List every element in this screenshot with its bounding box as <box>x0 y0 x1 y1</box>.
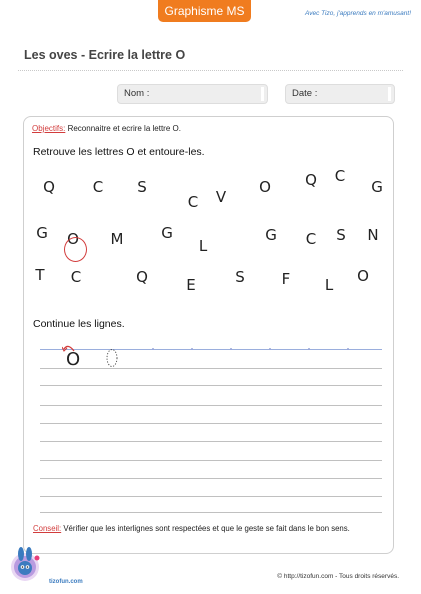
letter-item[interactable]: G <box>161 224 173 242</box>
letter-item[interactable]: G <box>36 224 48 242</box>
model-letter: O <box>66 349 81 370</box>
header-tab: Graphisme MS <box>158 0 251 22</box>
letter-item[interactable]: C <box>187 193 199 211</box>
tagline: Avec Tizo, j'apprends en m'amusant! <box>305 10 411 17</box>
guide-dot <box>269 348 271 350</box>
name-label: Nom : <box>124 88 150 99</box>
guide-dot <box>308 348 310 350</box>
objectives-text: Reconnaitre et ecrire la lettre O. <box>67 124 181 133</box>
letter-item[interactable]: G <box>371 178 383 196</box>
name-field[interactable] <box>117 84 268 104</box>
letter-item[interactable]: C <box>70 268 82 286</box>
letter-item[interactable]: V <box>215 188 227 206</box>
ruled-line <box>40 478 382 479</box>
date-field[interactable] <box>285 84 395 104</box>
ruled-line <box>40 496 382 497</box>
answer-circle <box>64 237 87 262</box>
letter-item[interactable]: L <box>324 276 334 294</box>
ruled-line <box>40 368 382 369</box>
letter-item[interactable]: C <box>334 167 346 185</box>
advice-label: Conseil: <box>33 524 62 533</box>
ruled-line <box>40 460 382 461</box>
guide-dot <box>230 348 232 350</box>
ruled-line <box>40 512 382 513</box>
letter-item[interactable]: S <box>336 226 346 244</box>
ruled-line <box>40 441 382 442</box>
letter-item[interactable]: O <box>67 230 79 248</box>
dotted-letter <box>105 347 119 369</box>
instruction-lines: Continue les lignes. <box>33 318 125 330</box>
page-title: Les oves - Ecrire la lettre O <box>24 48 186 62</box>
letter-item[interactable]: E <box>186 276 196 294</box>
objectives <box>32 124 181 133</box>
letter-item[interactable]: O <box>357 267 369 285</box>
letter-item[interactable]: G <box>265 226 277 244</box>
letter-item[interactable]: S <box>235 268 245 286</box>
advice-text: Vérifier que les interlignes sont respectées et que le geste se fait dans le bon sens. <box>63 524 350 533</box>
letter-item[interactable]: T <box>35 266 45 284</box>
separator <box>18 70 403 71</box>
objectives-label: Objectifs: <box>32 124 66 133</box>
brand-name: tizofun.com <box>49 579 83 585</box>
letter-item[interactable]: C <box>92 178 104 196</box>
copyright: © http://tizofun.com - Tous droits réservés. <box>277 573 399 580</box>
letter-item[interactable]: O <box>259 178 271 196</box>
start-arrow-icon <box>62 343 76 353</box>
ruled-line <box>40 349 382 350</box>
advice <box>33 524 350 533</box>
date-label: Date : <box>292 88 318 99</box>
letter-item[interactable]: C <box>305 230 317 248</box>
guide-dot <box>152 348 154 350</box>
letter-item[interactable]: N <box>367 226 379 244</box>
instruction-find: Retrouve les lettres O et entoure-les. <box>33 146 205 158</box>
letter-item[interactable]: Q <box>305 171 317 189</box>
ruled-line <box>40 405 382 406</box>
letter-item[interactable]: L <box>198 237 208 255</box>
guide-dot <box>191 348 193 350</box>
guide-dot <box>347 348 349 350</box>
letter-item[interactable]: S <box>137 178 147 196</box>
tizo-mascot-logo <box>6 546 46 586</box>
ruled-line <box>40 423 382 424</box>
letter-item[interactable]: Q <box>43 178 55 196</box>
letter-item[interactable]: M <box>110 230 124 248</box>
letter-item[interactable]: F <box>281 270 291 288</box>
ruled-line <box>40 385 382 386</box>
letter-item[interactable]: Q <box>136 268 148 286</box>
